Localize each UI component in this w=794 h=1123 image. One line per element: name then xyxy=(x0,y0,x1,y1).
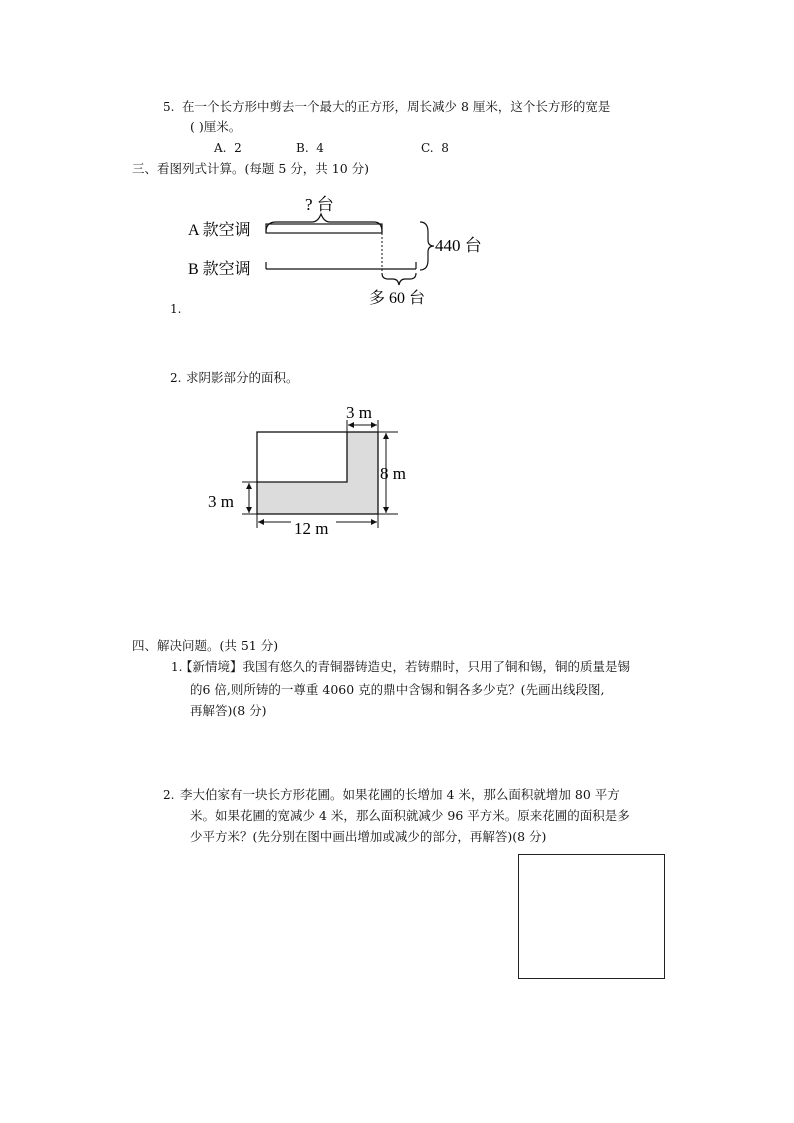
option-value: 2 xyxy=(234,141,242,155)
option-value: 8 xyxy=(441,141,449,155)
s4-p2-line3: 少平方米？(先分别在图中画出增加或减少的部分，再解答)(8 分) xyxy=(190,829,547,844)
label-a: A 款空调 xyxy=(188,222,251,239)
dim-top: 3 m xyxy=(346,403,372,422)
dim-right: 8 m xyxy=(380,464,406,483)
s3-p2-number: 2. xyxy=(170,371,182,385)
section3-heading: 三、看图列式计算。(每题 5 分，共 10 分) xyxy=(132,161,370,176)
s4-p1-line3: 再解答)(8 分) xyxy=(190,703,267,718)
segment-diagram xyxy=(180,188,500,318)
s3-p1-number: 1. xyxy=(170,302,182,316)
diff-label: 多 60 台 xyxy=(369,290,426,307)
q5-option-c[interactable] xyxy=(421,138,449,158)
total-label: 440 台 xyxy=(435,236,482,255)
s4-p2-line1: 李大伯家有一块长方形花圃。如果花圃的长增加 4 米，那么面积就增加 80 平方 xyxy=(180,787,620,802)
option-value: 4 xyxy=(316,141,324,155)
brace-right xyxy=(420,222,434,270)
s4-p1-line1: 【新情境】我国有悠久的青铜器铸造史，若铸鼎时，只用了铜和锡，铜的质量是锡 xyxy=(180,659,631,674)
garden-rectangle[interactable] xyxy=(518,854,665,979)
brace-top xyxy=(266,214,382,232)
option-label: A. xyxy=(214,141,227,155)
dim-bottom: 12 m xyxy=(294,519,329,538)
brace-bottom xyxy=(382,273,416,285)
q5-option-a[interactable] xyxy=(214,138,242,158)
option-label: B. xyxy=(296,141,309,155)
s4-p2-number: 2. xyxy=(163,788,175,802)
s3-p2-text: 求阴影部分的面积。 xyxy=(186,370,299,385)
option-label: C. xyxy=(421,141,434,155)
s4-p1-number: 1. xyxy=(171,660,183,674)
shaded-figure xyxy=(200,396,440,546)
s4-p1-line2: 的6 倍,则所铸的一尊重 4060 克的鼎中含锡和铜各多少克？(先画出线段图, xyxy=(190,682,605,697)
label-b: B 款空调 xyxy=(188,261,251,278)
s4-p2-line2: 米。如果花圃的宽减少 4 米，那么面积就减少 96 平方米。原来花圃的面积是多 xyxy=(190,808,630,823)
q5-line2: ( )厘米。 xyxy=(190,119,242,134)
bar-a xyxy=(266,224,382,233)
inner-edge xyxy=(257,432,347,482)
q5-option-b[interactable] xyxy=(296,138,324,158)
section4-heading: 四、解决问题。(共 51 分) xyxy=(132,638,279,653)
q5-number: 5. xyxy=(163,100,175,114)
question-label: ? 台 xyxy=(305,195,334,214)
shaded-region xyxy=(257,432,378,514)
dim-left: 3 m xyxy=(208,492,234,511)
q5-line1: 在一个长方形中剪去一个最大的正方形，周长减少 8 厘米，这个长方形的宽是 xyxy=(182,99,611,114)
